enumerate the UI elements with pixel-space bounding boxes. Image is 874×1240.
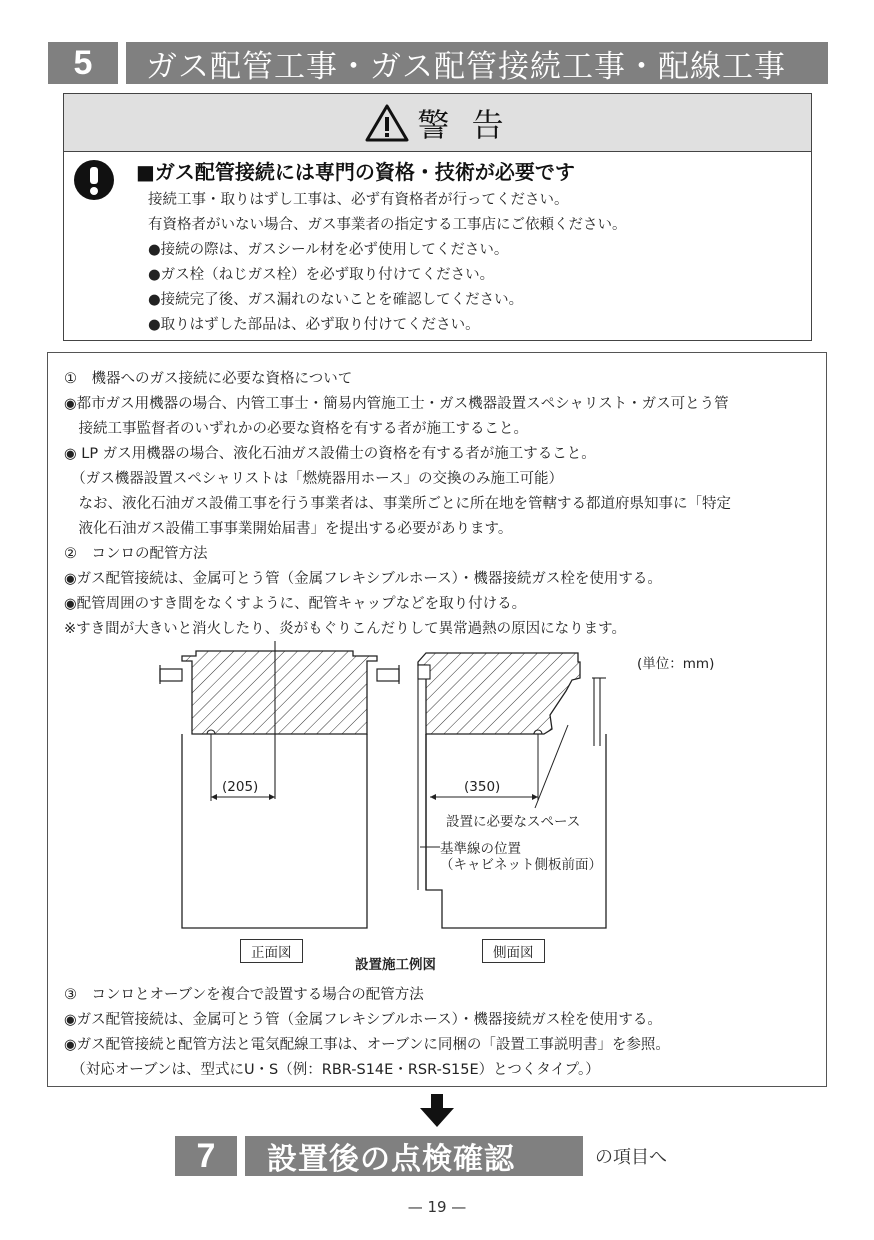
info-line: ② コンロの配管方法 [64, 546, 208, 562]
warning-heading: ■ガス配管接続には専門の資格・技術が必要です [136, 160, 575, 184]
diagram-caption: 設置施工例図 [355, 957, 436, 973]
front-view-label: 正面図 [240, 939, 303, 963]
info-line: （ガス機器設置スペシャリストは「燃焼器用ホース」の交換のみ施工可能） [64, 471, 563, 487]
baseline-label: 基準線の位置 [440, 841, 521, 857]
installation-diagram [48, 353, 828, 1088]
side-dimension: (350) [464, 779, 501, 795]
warning-triangle-icon [365, 103, 409, 143]
warning-line: ●接続の際は、ガスシール材を必ず使用してください。 [148, 242, 509, 258]
next-section-link[interactable] [175, 1136, 667, 1176]
section-title: ガス配管工事・ガス配管接続工事・配線工事 [126, 42, 828, 84]
info-box [47, 352, 827, 1087]
info-line: ◉配管周囲のすき間をなくすように、配管キャップなどを取り付ける。 [64, 596, 527, 612]
warning-line: ●取りはずした部品は、必ず取り付けてください。 [148, 317, 480, 333]
baseline-sublabel: （キャビネット側板前面） [440, 857, 602, 873]
info-line: ◉ガス配管接続と配管方法と電気配線工事は、オーブンに同梱の「設置工事説明書」を参照。 [64, 1037, 670, 1053]
down-arrow-icon [418, 1094, 456, 1128]
warning-line: ●ガス栓（ねじガス栓）を必ず取り付けてください。 [148, 267, 495, 283]
space-label: 設置に必要なスペース [446, 814, 581, 830]
info-line: ◉ LP ガス用機器の場合、液化石油ガス設備士の資格を有する者が施工すること。 [64, 446, 596, 462]
info-line: ③ コンロとオーブンを複合で設置する場合の配管方法 [64, 987, 424, 1003]
warning-line: ●接続完了後、ガス漏れのないことを確認してください。 [148, 292, 524, 308]
exclamation-icon [74, 160, 114, 200]
warning-title: 警 告 [417, 105, 510, 144]
info-line: ① 機器へのガス接続に必要な資格について [64, 371, 353, 387]
front-dimension: (205) [222, 779, 259, 795]
info-line: 液化石油ガス設備工事事業開始届書」を提出する必要があります。 [64, 521, 513, 537]
info-line: （対応オーブンは、型式にU・S（例：RBR-S14E・RSR-S15E）とつくタイプ。） [64, 1062, 600, 1078]
side-view-label: 側面図 [482, 939, 545, 963]
warning-header [64, 94, 811, 152]
side-view [418, 653, 606, 928]
next-section-title: 設置後の点検確認 [245, 1136, 583, 1176]
warning-box [63, 93, 812, 341]
next-section-tail: の項目へ [595, 1147, 667, 1168]
section-number: 5 [48, 42, 118, 84]
warning-line: 接続工事・取りはずし工事は、必ず有資格者が行ってください。 [148, 192, 569, 208]
info-line: ◉ガス配管接続は、金属可とう管（金属フレキシブルホース）・機器接続ガス栓を使用する。 [64, 1012, 662, 1028]
unit-label: (単位：mm) [637, 656, 715, 672]
info-line: ※すき間が大きいと消火したり、炎がもぐりこんだりして異常過熱の原因になります。 [64, 621, 626, 637]
info-line: ◉都市ガス用機器の場合、内管工事士・簡易内管施工士・ガス機器設置スペシャリスト・ガス可とう管 [64, 396, 729, 412]
info-line: 接続工事監督者のいずれかの必要な資格を有する者が施工すること。 [64, 421, 528, 437]
next-section-number: 7 [175, 1136, 237, 1176]
warning-line: 有資格者がいない場合、ガス事業者の指定する工事店にご依頼ください。 [148, 217, 627, 233]
front-view [160, 641, 399, 928]
section-header [48, 42, 828, 84]
page-number: — 19 — [407, 1198, 467, 1216]
info-line: ◉ガス配管接続は、金属可とう管（金属フレキシブルホース）・機器接続ガス栓を使用する。 [64, 571, 662, 587]
info-line: なお、液化石油ガス設備工事を行う事業者は、事業所ごとに所在地を管轄する都道府県知事に「特定 [64, 496, 731, 512]
